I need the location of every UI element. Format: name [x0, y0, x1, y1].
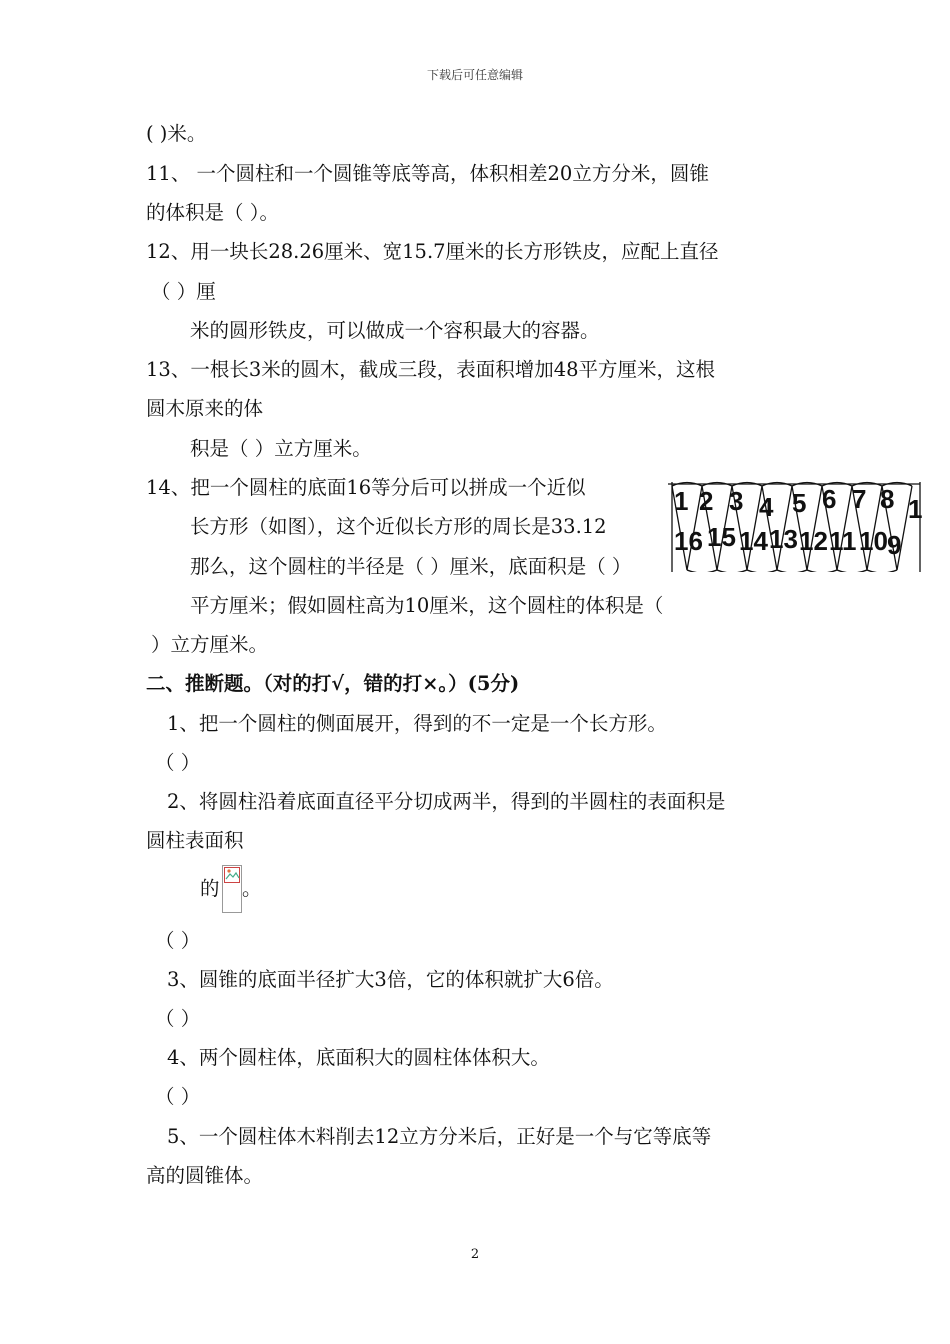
q14-line4: 平方厘米；假如圆柱高为10厘米，这个圆柱的体积是（ [190, 594, 664, 617]
fig-bottom-9: 9 [887, 530, 902, 560]
judge-q3-answer: （ ） [155, 1007, 201, 1030]
fig-bottom-11: 11 [829, 526, 857, 556]
section2-title: 二、推断题。（对的打√，错的打×。）(5分) [146, 672, 520, 695]
q14-line2: 长方形（如图），这个近似长方形的周长是33.12 [190, 515, 607, 538]
fig-top-2: 2 [699, 486, 714, 516]
judge-q2-line3a: 的 [200, 877, 220, 900]
q10-tail: ( )米。 [146, 122, 207, 145]
fig-top-1: 1 [674, 486, 689, 516]
q14-line1: 14、把一个圆柱的底面16等分后可以拼成一个近似 [146, 476, 586, 499]
fig-top-5: 5 [792, 488, 807, 518]
fig-bottom-15: 15 [707, 522, 736, 552]
fig-bottom-14: 14 [739, 526, 768, 556]
judge-q2-line1: 2、将圆柱沿着底面直径平分切成两半，得到的半圆柱的表面积是 [167, 790, 726, 813]
judge-q5-line1: 5、一个圆柱体木料削去12立方分米后，正好是一个与它等底等 [167, 1125, 712, 1148]
judge-q5-line2: 高的圆锥体。 [146, 1164, 264, 1187]
page-header: 下载后可任意编辑 [426, 68, 523, 82]
judge-q1-answer: （ ） [155, 751, 201, 774]
q13-line1: 13、一根长3米的圆木，截成三段，表面积增加48平方厘米，这根 [146, 358, 716, 381]
q12-line1: 12、用一块长28.26厘米、宽15.7厘米的长方形铁皮，应配上直径 [146, 240, 719, 263]
judge-q2-line3b: 。 [242, 877, 262, 900]
fig-top-8: 8 [880, 484, 895, 514]
judge-q4-answer: （ ） [155, 1085, 201, 1108]
sector-rectangle-figure [668, 476, 924, 572]
fig-bottom-12: 12 [799, 526, 828, 556]
broken-image-icon [224, 867, 240, 883]
fig-top-3: 3 [729, 486, 744, 516]
q12-line3: 米的圆形铁皮，可以做成一个容积最大的容器。 [190, 319, 600, 342]
fig-bottom-10: 10 [859, 526, 888, 556]
fig-top-9: 1 [908, 494, 923, 524]
judge-q3: 3、圆锥的底面半径扩大3倍，它的体积就扩大6倍。 [167, 968, 614, 991]
fig-top-6: 6 [822, 484, 837, 514]
judge-q2-line2: 圆柱表面积 [146, 829, 244, 852]
q13-line2: 圆木原来的体 [146, 397, 264, 420]
fraction-image-placeholder [222, 865, 242, 913]
fig-bottom-16: 16 [674, 526, 703, 556]
q14-line5: ）立方厘米。 [151, 633, 269, 656]
q11-line1: 11、 一个圆柱和一个圆锥等底等高，体积相差20立方分米，圆锥 [146, 162, 709, 185]
fig-top-4: 4 [759, 492, 774, 522]
q12-line2: （ ）厘 [151, 280, 216, 303]
q14-line3: 那么，这个圆柱的半径是（ ）厘米，底面积是（ ） [190, 555, 632, 578]
page-number: 2 [470, 1247, 480, 1262]
judge-q2-answer: （ ） [155, 929, 201, 952]
judge-q1: 1、把一个圆柱的侧面展开，得到的不一定是一个长方形。 [167, 712, 667, 735]
judge-q4: 4、两个圆柱体，底面积大的圆柱体体积大。 [167, 1046, 550, 1069]
q11-line2: 的体积是（ ）。 [146, 201, 279, 224]
fig-top-7: 7 [852, 484, 867, 514]
fig-bottom-13: 13 [769, 524, 798, 554]
q13-line3: 积是（ ）立方厘米。 [190, 437, 372, 460]
